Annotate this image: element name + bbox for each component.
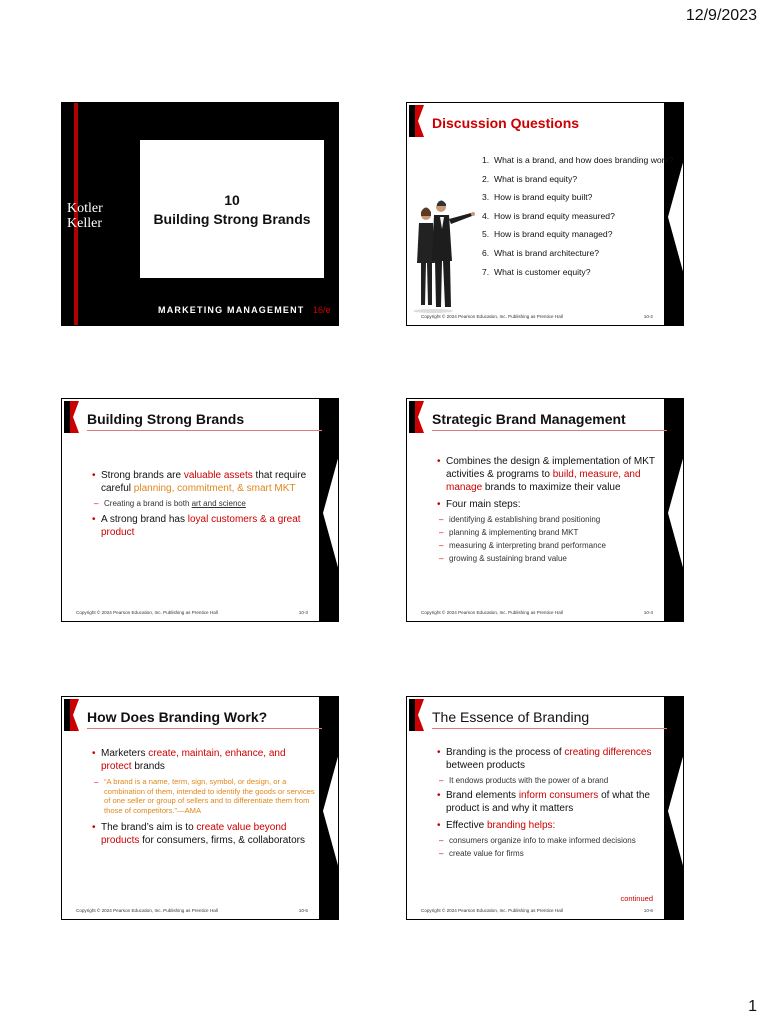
sub-bullet: – consumers organize info to make informed decisions [437,836,657,846]
slide-building-strong-brands[interactable] [61,398,339,622]
list-item: 7. What is customer equity? [482,266,591,277]
copyright: Copyright © 2024 Pearson Education, Inc. Publishing as Prentice Hall [76,908,218,913]
bullet: • Strong brands are valuable assets that require careful planning, commitment, & smart MKT [92,469,312,495]
authors: Kotler Keller [67,201,103,231]
bracket-icon [64,401,79,433]
list-item: 5. How is brand equity managed? [482,229,613,240]
sub-bullet: – Creating a brand is both art and science [92,499,312,509]
title-rule [432,728,667,729]
slide-number: 10-6 [643,908,653,913]
bracket-icon [409,105,424,137]
slide-number: 10-3 [298,610,308,615]
right-strip [319,399,338,621]
slide-heading: The Essence of Branding [432,709,590,725]
list-item: 4. How is brand equity measured? [482,210,615,221]
chevron-icon [319,697,338,919]
title-rule [87,430,322,431]
slide-number: 10-2 [643,314,653,319]
bullet: • A strong brand has loyal customers & a great product [92,513,312,539]
bullet: • Combines the design & implementation of MKT activities & programs to build, measure, and manage brands to maximize their value [437,455,657,494]
slide-heading: How Does Branding Work? [87,709,268,725]
slide-strategic-brand-management[interactable] [406,398,684,622]
sub-bullet: – planning & implementing brand MKT [437,528,657,538]
chevron-icon [664,399,683,621]
slide-how-does-branding-work[interactable] [61,696,339,920]
question-list [482,156,682,286]
slide-heading: Building Strong Brands [87,411,245,427]
right-strip [664,697,683,919]
title-rule [432,430,667,431]
slide-body [437,455,657,567]
chapter-number: 10 [224,191,240,208]
list-item: 3. How is brand equity built? [482,192,593,203]
page-number: 1 [748,998,757,1015]
slide-essence-of-branding[interactable] [406,696,684,920]
sub-bullet: – measuring & interpreting brand performance [437,541,657,551]
sub-bullet: – create value for firms [437,849,657,859]
edition: 16/e [313,305,331,315]
chevron-icon [664,697,683,919]
sub-bullet: – growing & sustaining brand value [437,554,657,564]
title-box [140,140,324,278]
title-rule [87,728,322,729]
slide-body [437,746,657,862]
list-item: 1. What is a brand, and how does branding work? [482,155,674,165]
copyright: Copyright © 2024 Pearson Education, Inc. Publishing as Prentice Hall [421,314,563,319]
slide-number: 10-4 [643,610,653,615]
slide-title[interactable] [61,102,339,326]
right-strip [319,697,338,919]
bullet: • Effective branding helps: [437,819,657,832]
slide-body [92,469,312,543]
sub-bullet: – identifying & establishing brand positioning [437,515,657,525]
right-strip [664,399,683,621]
copyright: Copyright © 2024 Pearson Education, Inc. Publishing as Prentice Hall [76,610,218,615]
bracket-icon [409,401,424,433]
slide-heading: Strategic Brand Management [432,411,626,427]
slide-number: 10-5 [298,908,308,913]
slide-discussion[interactable] [406,102,684,326]
book-series: MARKETING MANAGEMENT [158,305,305,315]
bracket-icon [409,699,424,731]
bullet: • Four main steps: [437,498,657,511]
business-people-illustration [411,193,481,313]
sub-bullet-quote: – “A brand is a name, term, sign, symbol, or design, or a combination of them, intended to identify the goods or services of one seller or group of sellers and to differentiate them from those of competitors.”—AMA [92,777,317,815]
list-item: 2. What is brand equity? [482,173,578,184]
copyright: Copyright © 2024 Pearson Education, Inc. Publishing as Prentice Hall [421,908,563,913]
chapter-title: Building Strong Brands [153,210,311,227]
slide-heading: Discussion Questions [432,115,580,131]
list-item: 6. What is brand architecture? [482,247,600,258]
bullet: • Brand elements inform consumers of what the product is and why it matters [437,789,657,815]
chevron-icon [319,399,338,621]
bullet: • Branding is the process of creating differences between products [437,746,657,772]
bullet: • The brand’s aim is to create value beyond products for consumers, firms, & collaborators [92,821,317,847]
page-date: 12/9/2023 [685,7,757,24]
bullet: • Marketers create, maintain, enhance, and protect brands [92,747,317,773]
continued-label: continued [620,894,653,903]
slide-body [92,747,317,851]
copyright: Copyright © 2024 Pearson Education, Inc. Publishing as Prentice Hall [421,610,563,615]
sub-bullet: – It endows products with the power of a brand [437,776,657,786]
bracket-icon [64,699,79,731]
